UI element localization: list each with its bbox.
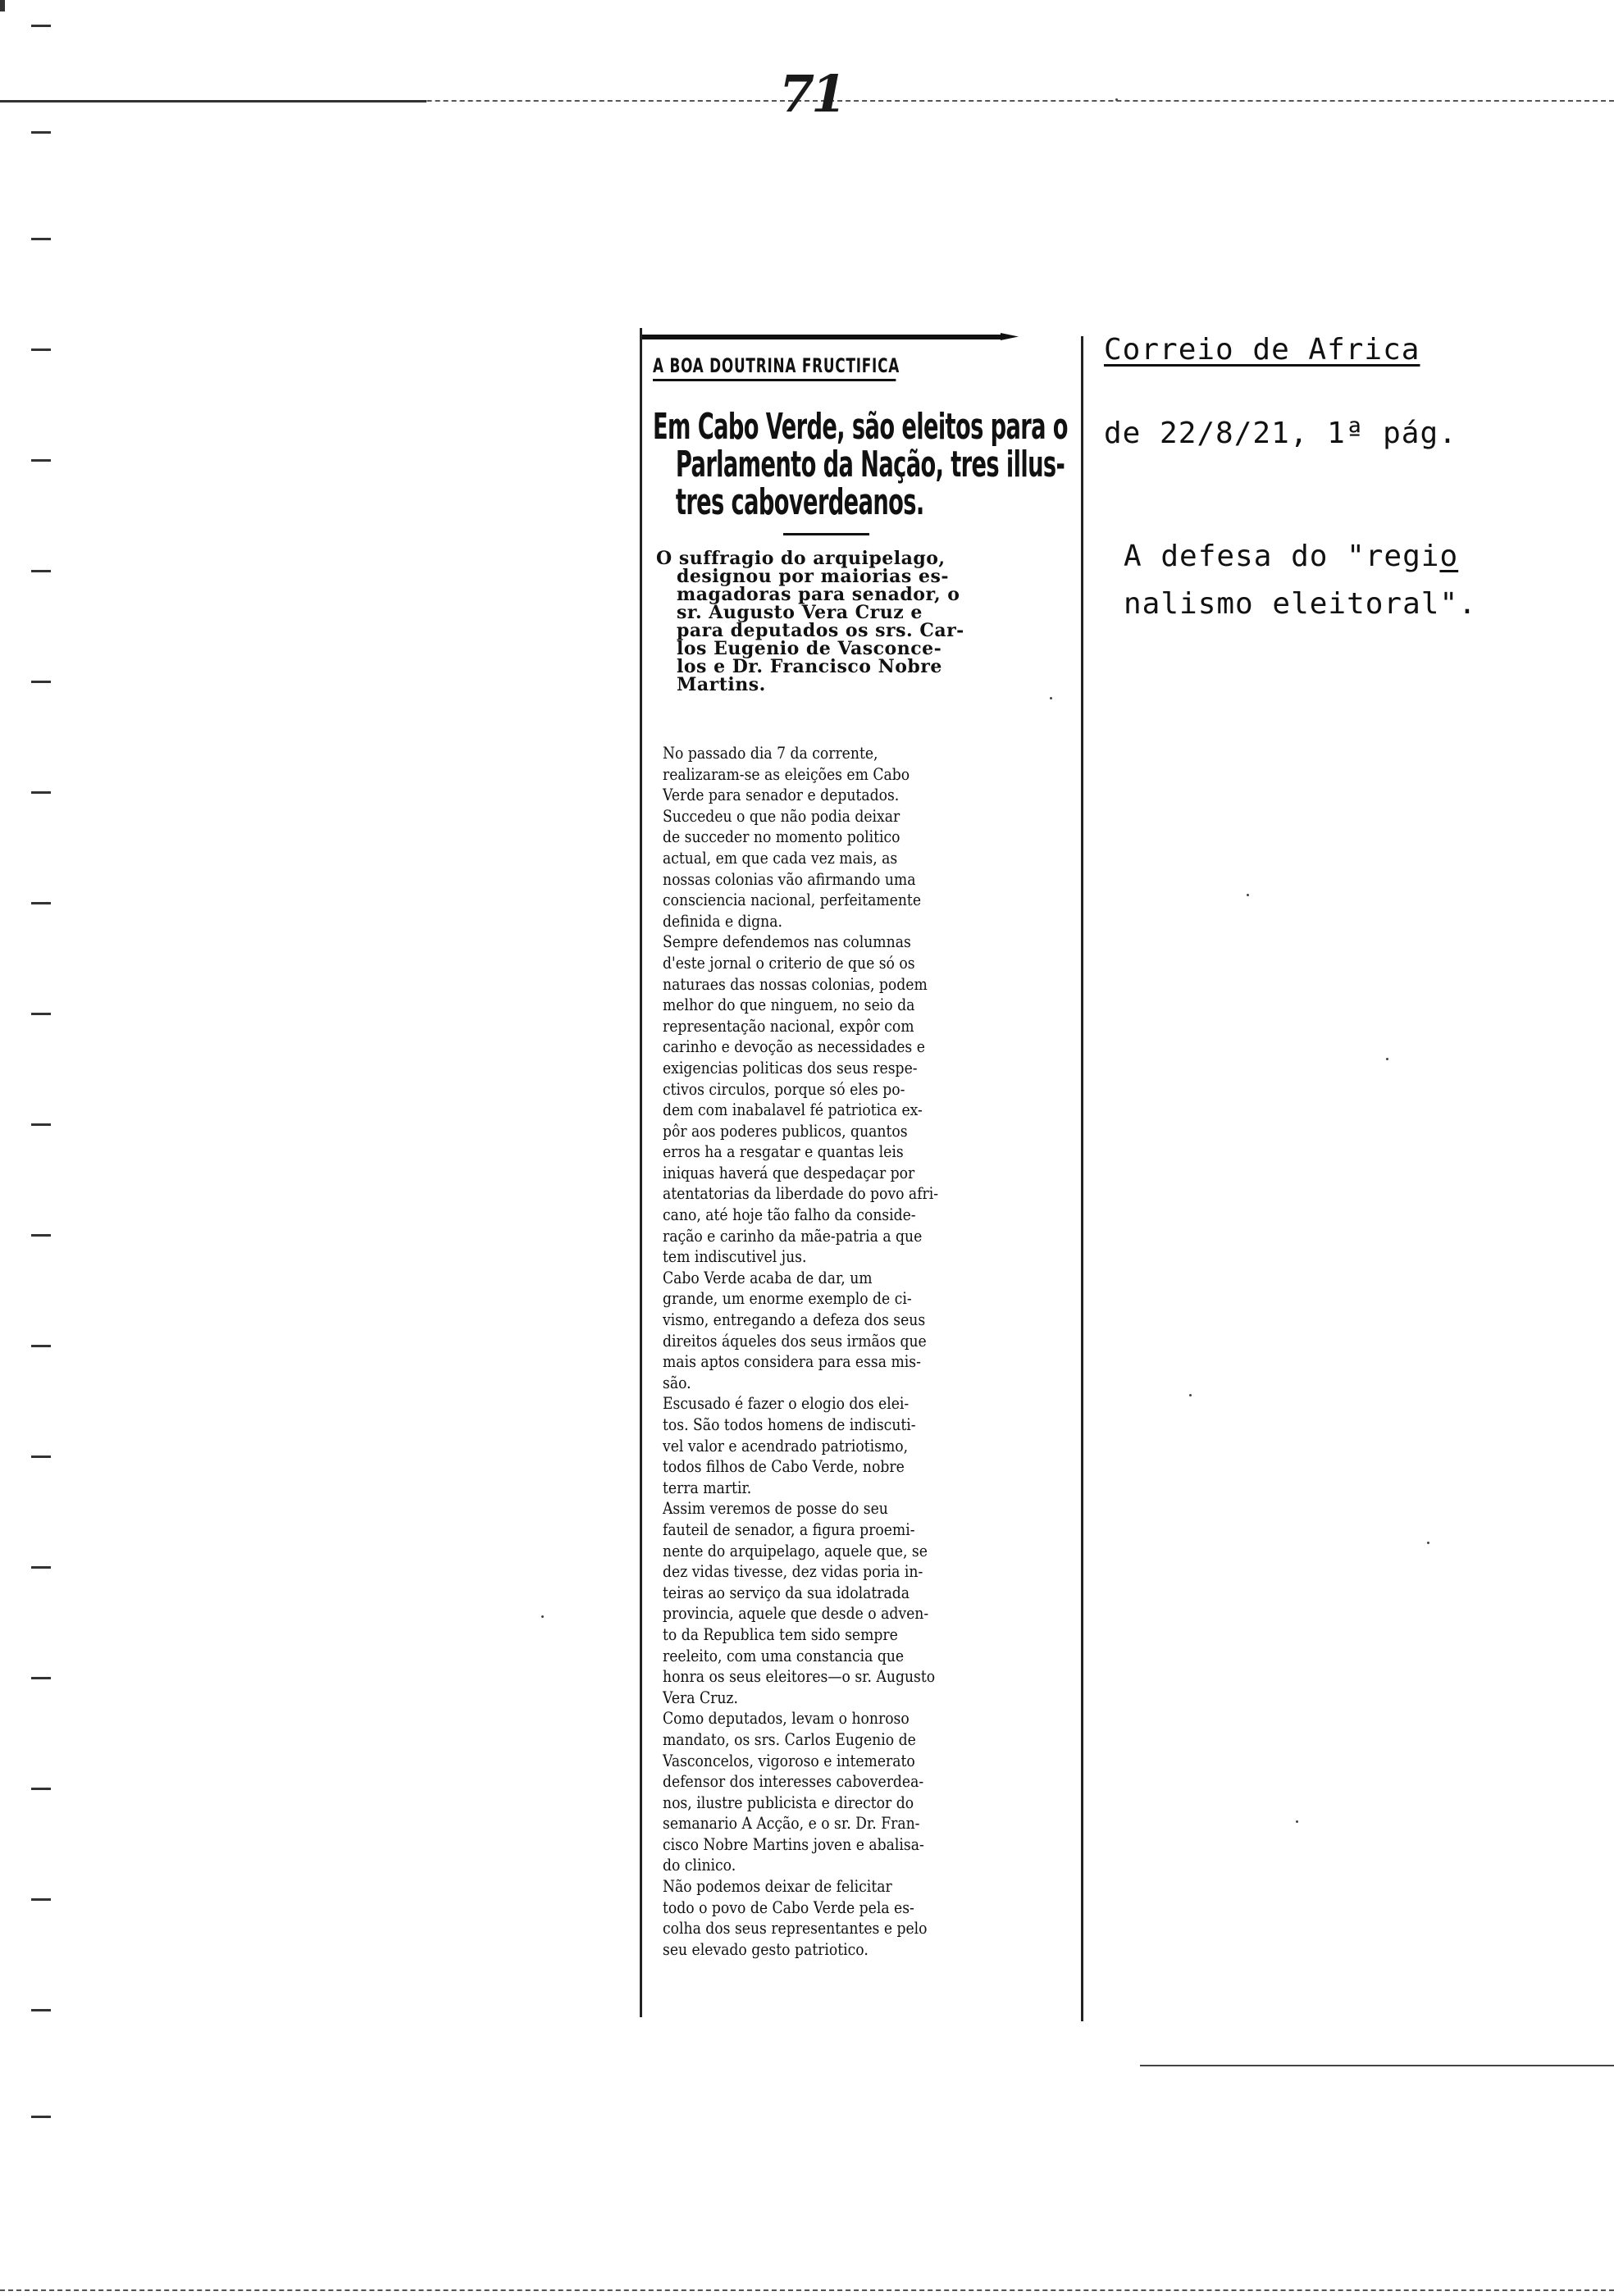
scan-speck (1247, 894, 1249, 896)
body-line: são. (663, 1372, 691, 1392)
bottom-rule (1140, 2065, 1614, 2066)
clipping-subhead (656, 549, 1017, 694)
scan-speck (1189, 1394, 1192, 1396)
page-number: 71 (779, 64, 844, 124)
clipping-body-text (663, 743, 1024, 1960)
margin-tick (31, 902, 51, 904)
body-line: de succeder no momento politico (663, 827, 900, 847)
body-line: definida e digna. (663, 910, 782, 931)
body-line: todo o povo de Cabo Verde pela es- (663, 1897, 914, 1917)
margin-tick (31, 238, 51, 240)
publication-date: de 22/8/21, 1ª pág. (1104, 417, 1457, 450)
body-line: Vera Cruz. (663, 1687, 738, 1707)
margin-tick (31, 1123, 51, 1126)
body-line: pôr aos poderes publicos, quantos (663, 1120, 908, 1141)
scan-speck (1050, 697, 1052, 699)
body-line: defensor dos interesses caboverdea- (663, 1771, 924, 1792)
body-line: carinho e devoção as necessidades e (663, 1036, 925, 1057)
body-line: Succedeu o que não podia deixar (663, 805, 900, 826)
body-line: teiras ao serviço da sua idolatrada (663, 1582, 910, 1602)
body-line: to da Republica tem sido sempre (663, 1624, 898, 1644)
body-line: reeleito, com uma constancia que (663, 1645, 905, 1665)
source-newspaper: Correio de Africa (1104, 333, 1420, 367)
clipping-headline (653, 406, 1068, 523)
body-line: dez vidas tivesse, dez vidas poria in- (663, 1561, 923, 1582)
body-line: ctivos circulos, porque só eles po- (663, 1078, 905, 1099)
scan-edge-mark (0, 0, 5, 11)
body-line: do clinico. (663, 1855, 736, 1875)
body-line: dem com inabalavel fé patriotica ex- (663, 1100, 923, 1120)
margin-tick (31, 681, 51, 683)
body-line: ração e carinho da mãe-patria a que (663, 1225, 923, 1246)
body-line: seu elevado gesto patriotico. (663, 1938, 869, 1959)
body-line: grande, um enorme exemplo de ci- (663, 1288, 912, 1309)
margin-tick (31, 1788, 51, 1790)
body-line: exigencias politicas dos seus respe- (663, 1057, 918, 1077)
body-line: vel valor e acendrado patriotismo, (663, 1435, 909, 1456)
margin-tick (31, 791, 51, 794)
body-line: provincia, aquele que desde o adven- (663, 1603, 929, 1624)
clipping-kicker: A BOA DOUTRINA FRUCTIFICA (653, 354, 896, 381)
margin-tick (31, 1234, 51, 1237)
body-line: melhor do que ninguem, no seio da (663, 995, 915, 1015)
margin-tick (31, 348, 51, 351)
subhead-line: designou por maiorias es- (677, 566, 949, 587)
body-line: realizaram-se as eleições em Cabo (663, 763, 910, 784)
body-line: honra os seus eleitores—o sr. Augusto (663, 1666, 936, 1687)
body-line: representação nacional, expôr com (663, 1015, 914, 1036)
note-line-1-underlined: o (1439, 540, 1459, 573)
margin-tick (31, 459, 51, 462)
margin-tick (31, 1566, 51, 1569)
bottom-edge-rule (0, 2289, 1614, 2291)
body-line: mandato, os srs. Carlos Eugenio de (663, 1729, 916, 1749)
headline-line: tres caboverdeanos. (675, 481, 924, 523)
scan-speck (1296, 1820, 1298, 1823)
body-line: d'este jornal o criterio de que só os (663, 952, 915, 973)
body-line: erros ha a resgatar e quantas leis (663, 1141, 904, 1162)
body-line: todos filhos de Cabo Verde, nobre (663, 1456, 905, 1477)
subhead-line: magadoras para senador, o (677, 584, 960, 605)
margin-tick (31, 131, 51, 134)
body-line: mais aptos considera para essa mis- (663, 1351, 921, 1372)
scan-speck (1427, 1542, 1429, 1544)
body-line: Cabo Verde acaba de dar, um (663, 1267, 873, 1287)
body-line: iniquas haverá que despedaçar por (663, 1162, 915, 1182)
body-line: semanario A Acção, e o sr. Dr. Fran- (663, 1813, 920, 1834)
body-line: direitos áqueles dos seus irmãos que (663, 1330, 927, 1351)
margin-tick (31, 2116, 51, 2118)
subhead-line: O suffragio do arquipelago, (656, 548, 946, 569)
body-line: tos. São todos homens de indiscuti- (663, 1414, 916, 1434)
body-line: nos, ilustre publicista e director do (663, 1792, 914, 1812)
body-line: Escusado é fazer o elogio dos elei- (663, 1393, 910, 1414)
body-line: Verde para senador e deputados. (663, 785, 900, 805)
margin-tick (31, 1456, 51, 1458)
body-line: tem indiscutivel jus. (663, 1246, 807, 1267)
body-line: consciencia nacional, perfeitamente (663, 890, 922, 910)
note-line-1 (1124, 540, 1458, 573)
subhead-line: Martins. (677, 674, 766, 695)
subhead-line: para deputados os srs. Car- (677, 620, 964, 641)
subhead-line: sr. Augusto Vera Cruz e (677, 602, 923, 623)
body-line: Assim veremos de posse do seu (663, 1498, 888, 1519)
margin-tick (31, 1345, 51, 1347)
margin-tick (31, 1677, 51, 1679)
headline-line: Em Cabo Verde, são eleitos para o (653, 406, 1068, 448)
clipping-column-rule (1081, 336, 1083, 2021)
binder-margin-ticks (31, 0, 56, 2296)
body-line: vismo, entregando a defeza dos seus (663, 1310, 926, 1330)
body-line: Não podemos deixar de felicitar (663, 1876, 892, 1897)
body-line: colha dos seus representantes e pelo (663, 1918, 928, 1938)
body-line: actual, em que cada vez mais, as (663, 847, 898, 868)
body-line: naturaes das nossas colonias, podem (663, 973, 928, 994)
margin-tick (31, 1013, 51, 1015)
body-line: nossas colonias vão afirmando uma (663, 868, 916, 889)
body-line: cano, até hoje tão falho da conside- (663, 1205, 916, 1225)
headline-line: Parlamento da Nação, tres illus- (675, 444, 1065, 485)
subhead-line: los e Dr. Francisco Nobre (677, 656, 942, 677)
body-line: Como deputados, levam o honroso (663, 1708, 910, 1729)
margin-tick (31, 570, 51, 572)
body-line: Sempre defendemos nas columnas (663, 932, 911, 952)
note-line-1-text: A defesa do "regi (1124, 540, 1440, 573)
body-line: No passado dia 7 da corrente, (663, 743, 878, 763)
margin-tick (31, 2009, 51, 2011)
scan-speck (541, 1615, 544, 1618)
body-line: Vasconcelos, vigoroso e intemerato (663, 1750, 915, 1770)
top-solid-rule (0, 100, 426, 102)
subhead-line: los Eugenio de Vasconce- (677, 638, 942, 659)
note-line-2: nalismo eleitoral". (1124, 587, 1477, 621)
margin-tick (31, 25, 51, 27)
body-line: terra martir. (663, 1477, 752, 1497)
scan-speck (1115, 98, 1118, 101)
body-line: fauteil de senador, a figura proemi- (663, 1519, 915, 1539)
body-line: cisco Nobre Martins joven e abalisa- (663, 1834, 924, 1854)
body-line: atentatorias da liberdade do povo afri- (663, 1183, 939, 1204)
body-line: nente do arquipelago, aquele que, se (663, 1540, 928, 1560)
margin-tick (31, 1898, 51, 1901)
headline-divider (783, 533, 869, 535)
scan-speck (1386, 1058, 1388, 1060)
